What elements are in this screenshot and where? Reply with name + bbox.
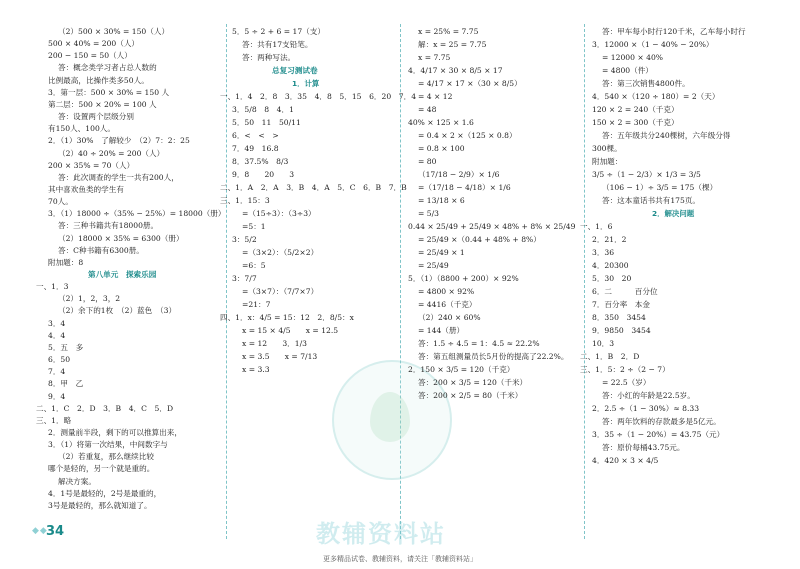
answer-line: 5．五 多 bbox=[48, 342, 84, 352]
answer-line: （2）240 × 60% bbox=[418, 313, 481, 322]
answer-line: 40% × 125 × 1.6 bbox=[408, 118, 474, 127]
answer-line: 9．4 bbox=[48, 391, 66, 401]
answer-line: 150 × 2 = 300（千克） bbox=[592, 118, 679, 127]
answer-line: = 25/49 ×（0.44 + 48% + 8%） bbox=[418, 235, 541, 244]
answer-line: 哪个是轻的，另一个就是重的。 bbox=[48, 464, 155, 474]
answer-line: 答：五年级共分240棵树，六年级分得 bbox=[602, 131, 731, 140]
answer-line: =（3×7）：（7/7×7） bbox=[242, 287, 319, 296]
answer-line: 答：两种写法。 bbox=[242, 53, 296, 62]
answer-line: 答：小红的年龄是22.5岁。 bbox=[602, 391, 695, 400]
answer-line: = 22.5（岁） bbox=[602, 378, 651, 387]
answer-line: 10．3 bbox=[592, 339, 615, 348]
answer-line: = 0.8 × 100 bbox=[418, 144, 465, 153]
answer-line: （2）若重复，那么继续比较 bbox=[58, 452, 154, 462]
answer-line: （106 − 1）÷ 3/5 = 175（棵） bbox=[602, 183, 718, 192]
answer-line: 三、1．15：3 bbox=[220, 196, 270, 205]
answer-line: =6：5 bbox=[242, 261, 266, 270]
answer-line: 6．< < > bbox=[232, 131, 279, 140]
answer-line: 200 − 150 = 50（人） bbox=[48, 51, 132, 61]
answer-line: 答：此次调查的学生一共有200人， bbox=[58, 172, 179, 182]
answer-line: = 4800（件） bbox=[602, 66, 653, 75]
answer-line: 0.44 × 25/49 + 25/49 × 48% + 8% × 25/49 bbox=[408, 222, 576, 231]
answer-line: 9．8 20 3 bbox=[232, 170, 295, 179]
page-footer: 更多精品试卷、教辅资料，请关注「教辅资料站」 bbox=[323, 555, 477, 563]
answer-line: 4．540 ×（120 ÷ 180）= 2（天） bbox=[592, 92, 720, 101]
answer-line: 第二层：500 × 20% = 100 人 bbox=[48, 99, 157, 109]
answer-line: （2）500 × 30% = 150（人） bbox=[58, 27, 170, 36]
answer-line: 有150人、100人。 bbox=[48, 124, 115, 134]
answer-line: 5．5 ÷ 2 + 6 = 17（支） bbox=[232, 27, 325, 36]
answer-line: 答：三种书籍共有18000册。 bbox=[58, 221, 159, 231]
watermark-text: 教辅资料站 bbox=[316, 520, 446, 548]
answer-line: 8．37.5% 8/3 bbox=[232, 157, 289, 166]
answer-line: 解决方案。 bbox=[58, 476, 96, 486]
answer-line: 二、1．C 2．D 3．B 4．C 5．D bbox=[36, 403, 174, 413]
answer-line: 4．20300 bbox=[592, 261, 629, 270]
answer-line: x = 15 × 4/5 x = 12.5 bbox=[242, 326, 339, 335]
answer-line: =5：1 bbox=[242, 222, 266, 231]
answer-line: = 25/49 bbox=[418, 261, 449, 270]
column-divider bbox=[226, 24, 227, 539]
answer-line: 3．第一层：500 × 30% = 150 人 bbox=[48, 87, 170, 97]
answer-line: 二、1．A 2．A 3．B 4．A 5．C 6．B 7．B bbox=[220, 183, 407, 192]
answer-line: =（17/18 − 4/18）× 1/6 bbox=[418, 183, 511, 192]
answer-line: 7．4 bbox=[48, 367, 66, 377]
answer-line: 其中喜欢鱼类的学生有 bbox=[48, 184, 124, 194]
answer-line: 比例最高，比操作类多50人。 bbox=[48, 75, 149, 85]
answer-line: 3号是最轻的，那么就知道了。 bbox=[48, 500, 152, 510]
answer-line: 附加题： bbox=[592, 157, 623, 166]
answer-line: 2．2.5 ÷（1 − 30%）≈ 8.33 bbox=[592, 404, 700, 413]
answer-line: 3．5/8 8 4．1 bbox=[232, 105, 294, 114]
answer-line: = 48 bbox=[418, 105, 437, 114]
column-divider bbox=[584, 24, 585, 539]
answer-line: 2．150 × 3/5 = 120（千克） bbox=[408, 365, 515, 374]
answer-line: 答：第三次销售4800件。 bbox=[602, 79, 690, 88]
answer-line: =（3×2）：（5/2×2） bbox=[242, 248, 319, 257]
answer-line: 5．（1）（8800 + 200）× 92% bbox=[408, 274, 519, 283]
answer-line: 2．解决问题 bbox=[652, 209, 695, 218]
answer-line: 3．36 bbox=[592, 248, 615, 257]
answer-line: 70人。 bbox=[48, 197, 73, 207]
answer-line: 答：共有17支铅笔。 bbox=[242, 40, 313, 49]
answer-line: = 5/3 bbox=[418, 209, 439, 218]
answer-line: （2）1，2，3，2 bbox=[58, 294, 121, 304]
answer-line: =（15÷3）：（3÷3） bbox=[242, 209, 316, 218]
answer-line: 答：这本童话书共有175页。 bbox=[602, 196, 701, 205]
answer-line: 三、1．略 bbox=[36, 415, 72, 425]
answer-line: = 144（册） bbox=[418, 326, 465, 335]
answer-line: x = 3.3 bbox=[242, 365, 270, 374]
answer-line: = 13/18 × 6 bbox=[418, 196, 465, 205]
answer-line: 4．4/17 × 30 × 8/5 × 17 bbox=[408, 66, 503, 75]
page-number: 34 bbox=[46, 524, 65, 539]
answer-line: x = 12 3．1/3 bbox=[242, 339, 307, 348]
answer-line: （2）18000 × 35% = 6300（册） bbox=[58, 233, 184, 243]
answer-line: 3/5 ÷（1 − 2/3）× 1/3 = 3/5 bbox=[592, 170, 701, 179]
answer-line: x = 7.75 bbox=[418, 53, 451, 62]
answer-line: 答：原价每桶43.75元。 bbox=[602, 443, 685, 452]
answer-line: 答：200 × 3/5 = 120（千米） bbox=[418, 378, 528, 387]
answer-line: = 25/49 × 1 bbox=[418, 248, 465, 257]
answer-line: 8．甲 乙 bbox=[48, 379, 84, 389]
answer-line: = 0.4 × 2 ×（125 × 0.8） bbox=[418, 131, 517, 140]
answer-line: 答：概念类学习者占总人数的 bbox=[58, 63, 157, 73]
answer-line: 6．50 bbox=[48, 355, 71, 365]
answer-line: 5．50 11 50/11 bbox=[232, 118, 301, 127]
answer-line: 9．9850 3454 bbox=[592, 326, 651, 335]
answer-line: （2）40 ÷ 20% = 200（人） bbox=[58, 148, 165, 158]
answer-line: 四、1．x：4/5 = 15：12 2．8/5：x bbox=[220, 313, 354, 322]
answer-line: 120 × 2 = 240（千克） bbox=[592, 105, 679, 114]
answer-line: 1．计算 bbox=[292, 79, 320, 88]
answer-line: 4．1号是最轻的，2号是最重的， bbox=[48, 488, 162, 498]
answer-line: 答：两年饮料的存款最多是5亿元。 bbox=[602, 417, 721, 426]
answer-line: 一、1．6 bbox=[580, 222, 613, 231]
answer-line: 总复习测试卷 bbox=[272, 66, 318, 75]
answer-line: 7．49 16.8 bbox=[232, 144, 279, 153]
answer-line: （17/18 − 2/9）× 1/6 bbox=[418, 170, 500, 179]
answer-line: 3．12000 ×（1 − 40% − 20%） bbox=[592, 40, 714, 49]
answer-line: = 4/17 × 17 ×（30 × 8/5） bbox=[418, 79, 522, 88]
answer-line: 300棵。 bbox=[592, 144, 622, 153]
answer-line: 三、1．5：2 ÷（2 − 7） bbox=[580, 365, 670, 374]
answer-line: 3．4 bbox=[48, 318, 66, 328]
answer-line: 一、1．3 bbox=[36, 282, 69, 292]
answer-line: 3：7/7 bbox=[232, 274, 257, 283]
answer-line: 2．测量前半段，剩下的可以推算出来， bbox=[48, 427, 182, 437]
answer-line: 二、1．B 2．D bbox=[580, 352, 640, 361]
answer-line: 200 × 35% = 70（人） bbox=[48, 160, 135, 170]
answer-line: 3．35 ÷（1 − 20%）= 43.75（元） bbox=[592, 430, 725, 439]
answer-line: 500 × 40% = 200（人） bbox=[48, 39, 140, 49]
answer-line: = 80 bbox=[418, 157, 437, 166]
answer-line: 答：C种书籍有6300册。 bbox=[58, 245, 144, 255]
answer-line: 3：5/2 bbox=[232, 235, 257, 244]
answer-line: 3．（1）将第一次结果，中间数字与 bbox=[48, 440, 168, 450]
answer-line: = 4 × 12 bbox=[418, 92, 453, 101]
answer-line: （2）余下的1枚 （2）蓝色 （3） bbox=[58, 306, 177, 316]
answer-line: x = 3.5 x = 7/13 bbox=[242, 352, 318, 361]
answer-line: 第八单元 探索乐园 bbox=[88, 270, 157, 279]
answer-line: = 4800 × 92% bbox=[418, 287, 475, 296]
answer-line: 7．百分率 本金 bbox=[592, 300, 650, 309]
answer-line: 2．（1）30% 了解较少 （2）7：2：25 bbox=[48, 136, 190, 146]
answer-line: 4．4 bbox=[48, 330, 66, 340]
answer-line: 3．（1）18000 ÷（35% − 25%）= 18000（册） bbox=[48, 209, 226, 219]
answer-line: 4．420 × 3 × 4/5 bbox=[592, 456, 659, 465]
answer-line: 一、1．4 2．8 3．35 4．8 5．15 6．20 7．4 bbox=[220, 92, 417, 101]
decor-dots: ◆◆ bbox=[32, 526, 48, 536]
answer-line: 附加题：8 bbox=[48, 257, 84, 267]
answer-line: =21：7 bbox=[242, 300, 271, 309]
answer-line: 答：200 × 2/5 = 80（千米） bbox=[418, 391, 523, 400]
answer-line: x = 25% = 7.75 bbox=[418, 27, 479, 36]
answer-line: 2．21．2 bbox=[592, 235, 627, 244]
answer-line: 答：甲车每小时行120千米，乙车每小时行 bbox=[602, 27, 746, 36]
answer-line: = 4416（千克） bbox=[418, 300, 477, 309]
answer-line: 5．30 20 bbox=[592, 274, 632, 283]
answer-line: 答：1.5 ÷ 4.5 = 1：4.5 ≈ 22.2% bbox=[418, 339, 540, 348]
answer-line: 8．350 3454 bbox=[592, 313, 646, 322]
answer-line: 答：设置两个层级分别 bbox=[58, 112, 134, 122]
answer-line: 6．二 百分位 bbox=[592, 287, 658, 296]
answer-line: 答：第五组测量员长5月份的提高了22.2%。 bbox=[418, 352, 569, 361]
answer-line: = 12000 × 40% bbox=[602, 53, 664, 62]
answer-line: 解：x = 25 = 7.75 bbox=[418, 40, 487, 49]
